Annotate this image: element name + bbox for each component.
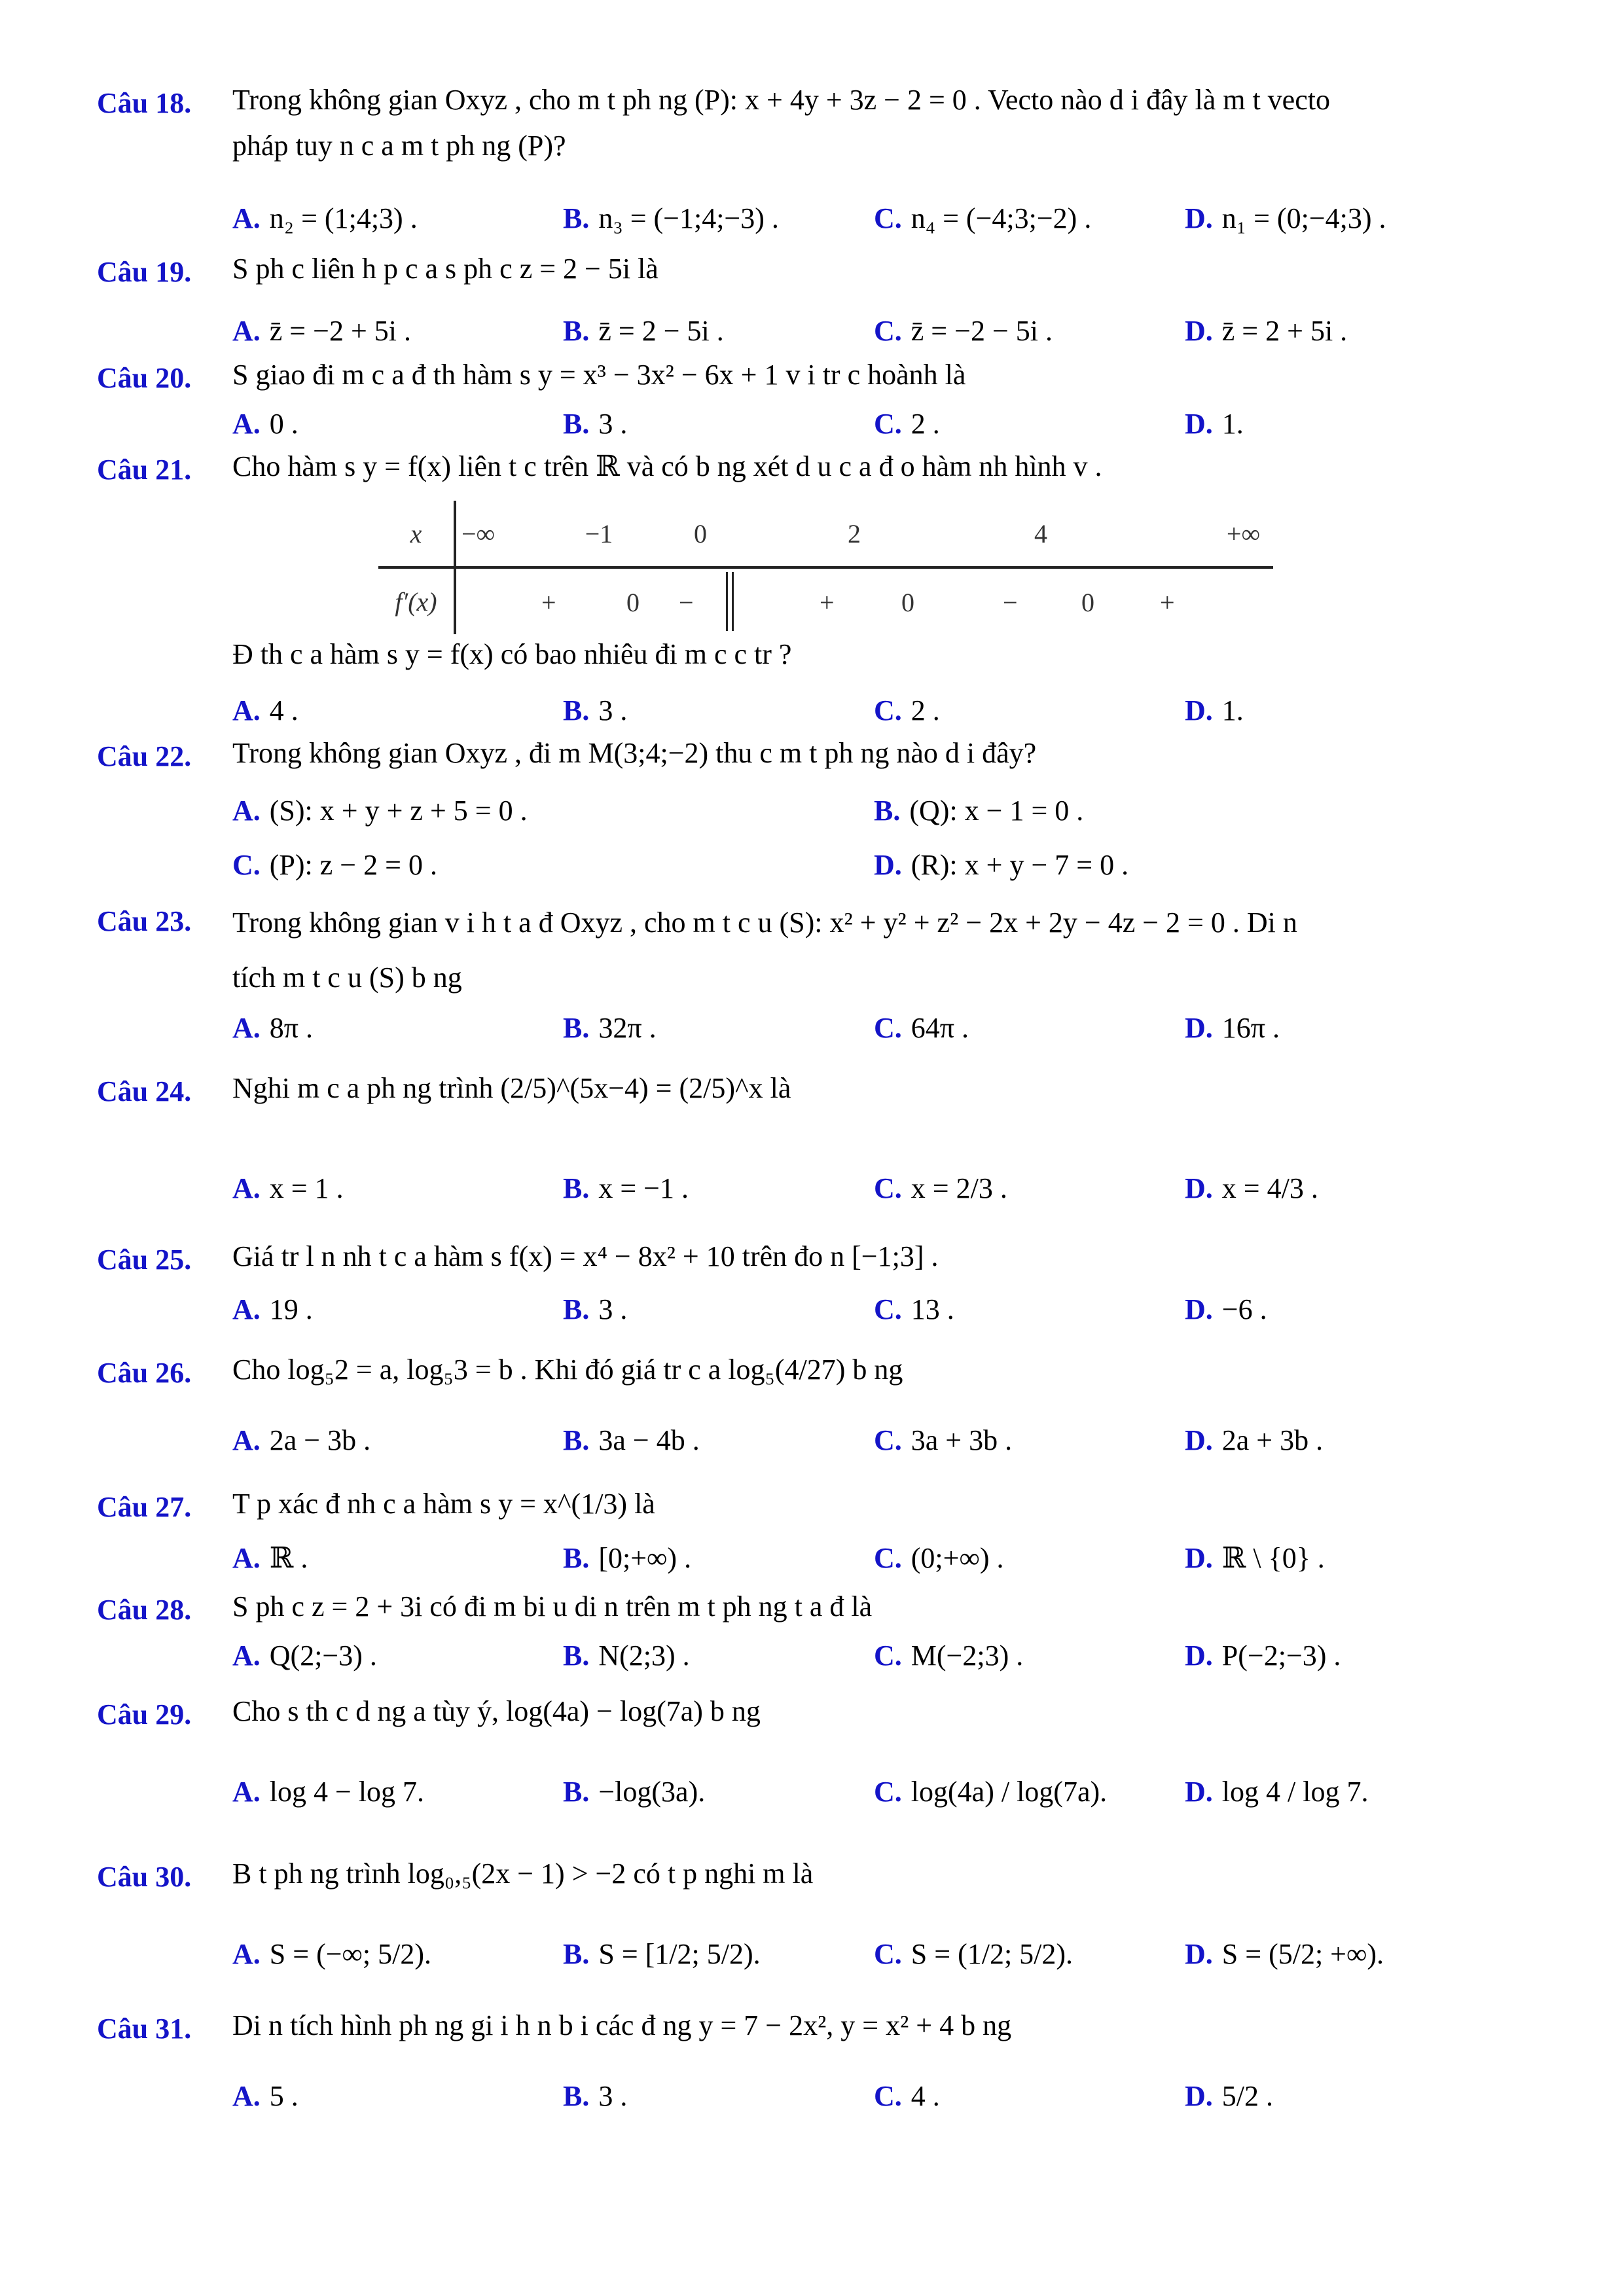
table-cell: − (1003, 588, 1018, 617)
option-text: 0 . (269, 408, 298, 440)
option-label: D. (1185, 1012, 1213, 1044)
question-stem (232, 730, 1542, 776)
option-text: 64π . (911, 1012, 969, 1044)
option-label: B. (563, 2080, 590, 2112)
option-a[interactable] (232, 1293, 313, 1326)
option-b[interactable] (563, 407, 627, 440)
option-a[interactable] (232, 1937, 431, 1971)
option-label: A. (232, 202, 261, 234)
stem-line: Cho s th c d ng a tùy ý, log(4a) − log(7a) b ng (232, 1695, 761, 1727)
option-text: log(4a) / log(7a). (911, 1776, 1108, 1808)
option-label: A. (232, 1640, 261, 1672)
option-text: z̄ = −2 + 5i . (269, 315, 411, 347)
option-text: 1. (1221, 694, 1244, 726)
option-label: B. (563, 1640, 590, 1672)
option-a[interactable] (232, 2079, 298, 2113)
stem-line: Trong không gian Oxyz , đi m M(3;4;−2) thu c m t ph ng nào d i đây? (232, 737, 1037, 769)
stem-line: Di n tích hình ph ng gi i h n b i các đ ng y = 7 − 2x², y = x² + 4 b ng (232, 2009, 1012, 2041)
option-a[interactable] (232, 202, 418, 235)
option-label: A. (232, 694, 261, 726)
option-c[interactable] (874, 694, 940, 727)
option-text: n₃ = (−1;4;−3) . (598, 202, 779, 234)
question-number: Câu 31. (97, 2013, 192, 2045)
option-label: A. (232, 1938, 261, 1970)
question-number: Câu 27. (97, 1491, 192, 1523)
option-label: B. (563, 1938, 590, 1970)
question-number: Câu 21. (97, 454, 192, 486)
option-b[interactable] (563, 1639, 690, 1672)
table-cell: 0 (1081, 588, 1094, 617)
option-text: 5/2 . (1221, 2080, 1274, 2112)
option-text: P(−2;−3) . (1221, 1640, 1341, 1672)
option-label: C. (874, 408, 902, 440)
option-d[interactable] (1185, 1424, 1323, 1457)
option-label: C. (874, 1542, 902, 1574)
option-text: 3 . (598, 2080, 628, 2112)
question-stem (232, 1851, 1542, 1897)
stem-line: T p xác đ nh c a hàm s y = x^(1/3) là (232, 1488, 655, 1520)
option-text: 16π . (1221, 1012, 1280, 1044)
question-stem (232, 895, 1542, 1005)
table-cell: −1 (553, 501, 645, 567)
option-label: C. (874, 1938, 902, 1970)
option-d[interactable] (1185, 407, 1244, 440)
option-d[interactable] (1185, 202, 1386, 235)
option-label: A. (232, 1776, 261, 1808)
question-number: Câu 23. (97, 905, 192, 937)
question-stem (232, 246, 1542, 292)
option-text: (S): x + y + z + 5 = 0 . (269, 795, 528, 827)
question-stem (232, 1481, 1542, 1527)
option-label: A. (232, 1172, 261, 1204)
option-c[interactable] (874, 2079, 940, 2113)
option-text: z̄ = 2 + 5i . (1221, 315, 1348, 347)
option-label: D. (1185, 1542, 1213, 1574)
option-d[interactable] (1185, 694, 1244, 727)
option-label: B. (563, 408, 590, 440)
option-d[interactable] (1185, 1541, 1325, 1575)
option-text: 2 . (911, 694, 940, 726)
stem-line: S ph c z = 2 + 3i có đi m bi u di n trên m t ph ng t a đ là (232, 1590, 873, 1623)
stem-line: Cho hàm s y = f(x) liên t c trên ℝ và có b ng xét d u c a đ o hàm nh hình v . (232, 450, 1102, 482)
option-label: D. (1185, 694, 1213, 726)
option-b[interactable] (563, 314, 724, 348)
option-b[interactable] (563, 1293, 627, 1326)
option-text: 5 . (269, 2080, 298, 2112)
option-text: S = (1/2; 5/2). (911, 1938, 1074, 1970)
option-label: B. (563, 1776, 590, 1808)
question-stem (232, 1347, 1542, 1393)
option-label: A. (232, 795, 261, 827)
option-c[interactable] (874, 314, 1053, 348)
option-text: (Q): x − 1 = 0 . (909, 795, 1084, 827)
option-text: 4 . (911, 2080, 940, 2112)
option-label: D. (1185, 315, 1213, 347)
option-label: D. (1185, 1293, 1213, 1325)
option-text: 1. (1221, 408, 1244, 440)
question-stem (232, 1066, 1542, 1111)
option-b[interactable] (563, 1541, 691, 1575)
option-label: C. (874, 2080, 902, 2112)
option-text: S = (5/2; +∞). (1221, 1938, 1384, 1970)
option-label: B. (563, 1293, 590, 1325)
option-a[interactable] (232, 1639, 377, 1672)
option-d[interactable] (1185, 2079, 1273, 2113)
option-label: C. (232, 849, 261, 881)
question-number: Câu 19. (97, 256, 192, 288)
option-c[interactable] (232, 848, 437, 882)
question-stem (232, 632, 1542, 677)
option-c[interactable] (874, 1541, 1004, 1575)
stem-line: S ph c liên h p c a s ph c z = 2 − 5i là (232, 253, 659, 285)
stem-line: Trong không gian v i h t a đ Oxyz , cho m t c u (S): x² + y² + z² − 2x + 2y − 4z − 2 = 0 . Di n (232, 906, 1297, 939)
option-d[interactable] (1185, 1293, 1267, 1326)
table-cell: 4 (952, 501, 1129, 567)
table-cell: 0 (626, 588, 640, 617)
stem-line: Giá tr l n nh t c a hàm s f(x) = x⁴ − 8x² + 10 trên đo n [−1;3] . (232, 1240, 939, 1272)
table-cell: −∞ (455, 501, 553, 567)
option-c[interactable] (874, 1172, 1007, 1205)
sign-table (378, 501, 1273, 634)
question-number: Câu 24. (97, 1075, 192, 1107)
option-text: (0;+∞) . (911, 1542, 1004, 1574)
option-text: n₄ = (−4;3;−2) . (911, 202, 1092, 234)
option-label: B. (563, 694, 590, 726)
question-stem (232, 1234, 1542, 1280)
option-b[interactable] (563, 1424, 700, 1457)
option-text: ℝ . (269, 1542, 308, 1574)
table-sign-row (455, 567, 1273, 634)
table-cell: + (820, 588, 835, 617)
option-text: x = −1 . (598, 1172, 689, 1204)
option-label: D. (1185, 1640, 1213, 1672)
option-label: C. (874, 315, 902, 347)
option-label: A. (232, 315, 261, 347)
option-label: A. (232, 1542, 261, 1574)
option-a[interactable] (232, 1424, 370, 1457)
option-d[interactable] (1185, 314, 1347, 348)
option-label: C. (874, 694, 902, 726)
option-a[interactable] (232, 1172, 344, 1205)
option-text: 19 . (269, 1293, 313, 1325)
option-label: A. (232, 1012, 261, 1044)
option-label: B. (563, 1424, 590, 1456)
option-label: C. (874, 1172, 902, 1204)
question-number: Câu 30. (97, 1861, 192, 1893)
option-label: D. (1185, 202, 1213, 234)
option-text: S = (−∞; 5/2). (269, 1938, 432, 1970)
table-cell: + (1160, 588, 1175, 617)
question-number: Câu 26. (97, 1357, 192, 1389)
question-number: Câu 20. (97, 362, 192, 394)
question-number: Câu 29. (97, 1698, 192, 1731)
question-number: Câu 28. (97, 1594, 192, 1626)
question-number: Câu 18. (97, 87, 192, 119)
table-cell: 0 (901, 588, 914, 617)
option-label: D. (1185, 1172, 1213, 1204)
option-b[interactable] (563, 694, 627, 727)
option-a[interactable] (232, 1011, 313, 1045)
option-c[interactable] (874, 407, 940, 440)
option-label: B. (563, 1012, 590, 1044)
option-label: C. (874, 202, 902, 234)
option-c[interactable] (874, 1424, 1012, 1457)
option-label: A. (232, 408, 261, 440)
option-a[interactable] (232, 407, 298, 440)
option-b[interactable] (563, 2079, 627, 2113)
option-text: S = [1/2; 5/2). (598, 1938, 761, 1970)
stem-line: pháp tuy n c a m t ph ng (P)? (232, 130, 566, 162)
table-header-fprime: f′(x) (378, 567, 455, 634)
option-text: x = 4/3 . (1221, 1172, 1318, 1204)
option-text: 13 . (911, 1293, 954, 1325)
option-text: N(2;3) . (598, 1640, 690, 1672)
option-text: −6 . (1221, 1293, 1267, 1325)
stem-line: tích m t c u (S) b ng (232, 961, 462, 994)
option-label: B. (874, 795, 901, 827)
option-text: 3a − 4b . (598, 1424, 700, 1456)
option-label: D. (1185, 2080, 1213, 2112)
option-label: B. (563, 315, 590, 347)
option-d[interactable] (1185, 1011, 1280, 1045)
question-stem (232, 444, 1542, 490)
option-a[interactable] (232, 694, 298, 727)
option-text: z̄ = −2 − 5i . (911, 315, 1053, 347)
option-d[interactable] (1185, 1172, 1318, 1205)
stem-line: Đ th c a hàm s y = f(x) có bao nhiêu đi m c c tr ? (232, 638, 792, 670)
option-b[interactable] (874, 794, 1083, 827)
option-text: ℝ \ {0} . (1221, 1542, 1325, 1574)
stem-line: B t ph ng trình log₀,₅(2x − 1) > −2 có t p nghi m là (232, 1857, 814, 1890)
option-text: 3a + 3b . (911, 1424, 1013, 1456)
option-text: 3 . (598, 694, 628, 726)
option-text: Q(2;−3) . (269, 1640, 377, 1672)
option-text: 8π . (269, 1012, 313, 1044)
option-text: 2a + 3b . (1221, 1424, 1324, 1456)
option-d[interactable] (1185, 1639, 1341, 1672)
option-label: B. (563, 202, 590, 234)
option-text: M(−2;3) . (911, 1640, 1024, 1672)
option-a[interactable] (232, 1775, 424, 1808)
undefined-marker (726, 572, 734, 631)
option-label: D. (1185, 1938, 1213, 1970)
table-cell: +∞ (1129, 501, 1273, 567)
question-stem (232, 1584, 1542, 1630)
option-c[interactable] (874, 1011, 969, 1045)
option-label: D. (1185, 408, 1213, 440)
question-stem (232, 1689, 1542, 1734)
option-c[interactable] (874, 202, 1091, 235)
question-stem (232, 352, 1542, 398)
option-d[interactable] (1185, 1775, 1368, 1808)
option-label: C. (874, 1012, 902, 1044)
option-label: A. (232, 1424, 261, 1456)
option-c[interactable] (874, 1293, 954, 1326)
stem-line: Cho log₅2 = a, log₅3 = b . Khi đó giá tr c a log₅(4/27) b ng (232, 1354, 903, 1386)
stem-line: Trong không gian Oxyz , cho m t ph ng (P): x + 4y + 3z − 2 = 0 . Vecto nào d i đây là m t vecto (232, 84, 1330, 116)
option-label: C. (874, 1640, 902, 1672)
option-a[interactable] (232, 794, 528, 827)
option-d[interactable] (874, 848, 1128, 882)
table-cell: + (541, 588, 556, 617)
option-text: x = 1 . (269, 1172, 344, 1204)
table-cell: 2 (756, 501, 952, 567)
option-label: C. (874, 1776, 902, 1808)
option-text: 3 . (598, 408, 628, 440)
option-label: B. (563, 1542, 590, 1574)
option-text: log 4 / log 7. (1221, 1776, 1369, 1808)
option-label: D. (1185, 1776, 1213, 1808)
question-stem (232, 2003, 1542, 2049)
option-label: C. (874, 1424, 902, 1456)
option-label: D. (1185, 1424, 1213, 1456)
option-b[interactable] (563, 1011, 657, 1045)
option-b[interactable] (563, 1775, 705, 1808)
option-label: A. (232, 2080, 261, 2112)
stem-line: Nghi m c a ph ng trình (2/5)^(5x−4) = (2/5)^x là (232, 1072, 791, 1104)
option-label: B. (563, 1172, 590, 1204)
option-c[interactable] (874, 1937, 1073, 1971)
option-label: C. (874, 1293, 902, 1325)
option-d[interactable] (1185, 1937, 1384, 1971)
option-text: [0;+∞) . (598, 1542, 692, 1574)
option-text: (P): z − 2 = 0 . (269, 849, 437, 881)
option-text: (R): x + y − 7 = 0 . (911, 849, 1129, 881)
table-header-x: x (378, 501, 455, 567)
stem-line: S giao đi m c a đ th hàm s y = x³ − 3x² − 6x + 1 v i tr c hoành là (232, 359, 966, 391)
option-label: D. (874, 849, 902, 881)
option-b[interactable] (563, 1172, 689, 1205)
option-text: 2 . (911, 408, 940, 440)
option-c[interactable] (874, 1775, 1107, 1808)
option-c[interactable] (874, 1639, 1023, 1672)
option-text: z̄ = 2 − 5i . (598, 315, 724, 347)
option-text: n₁ = (0;−4;3) . (1221, 202, 1386, 234)
table-cell: − (679, 588, 694, 617)
option-text: n₂ = (1;4;3) . (269, 202, 418, 234)
option-text: log 4 − log 7. (269, 1776, 425, 1808)
question-number: Câu 22. (97, 740, 192, 772)
question-number: Câu 25. (97, 1244, 192, 1276)
option-label: A. (232, 1293, 261, 1325)
option-b[interactable] (563, 1937, 761, 1971)
option-a[interactable] (232, 1541, 308, 1575)
question-stem (232, 77, 1542, 169)
option-a[interactable] (232, 314, 411, 348)
option-text: 32π . (598, 1012, 657, 1044)
option-text: −log(3a). (598, 1776, 706, 1808)
option-text: 3 . (598, 1293, 628, 1325)
option-text: 4 . (269, 694, 298, 726)
option-b[interactable] (563, 202, 779, 235)
option-text: 2a − 3b . (269, 1424, 371, 1456)
option-text: x = 2/3 . (911, 1172, 1007, 1204)
table-cell: 0 (645, 501, 756, 567)
